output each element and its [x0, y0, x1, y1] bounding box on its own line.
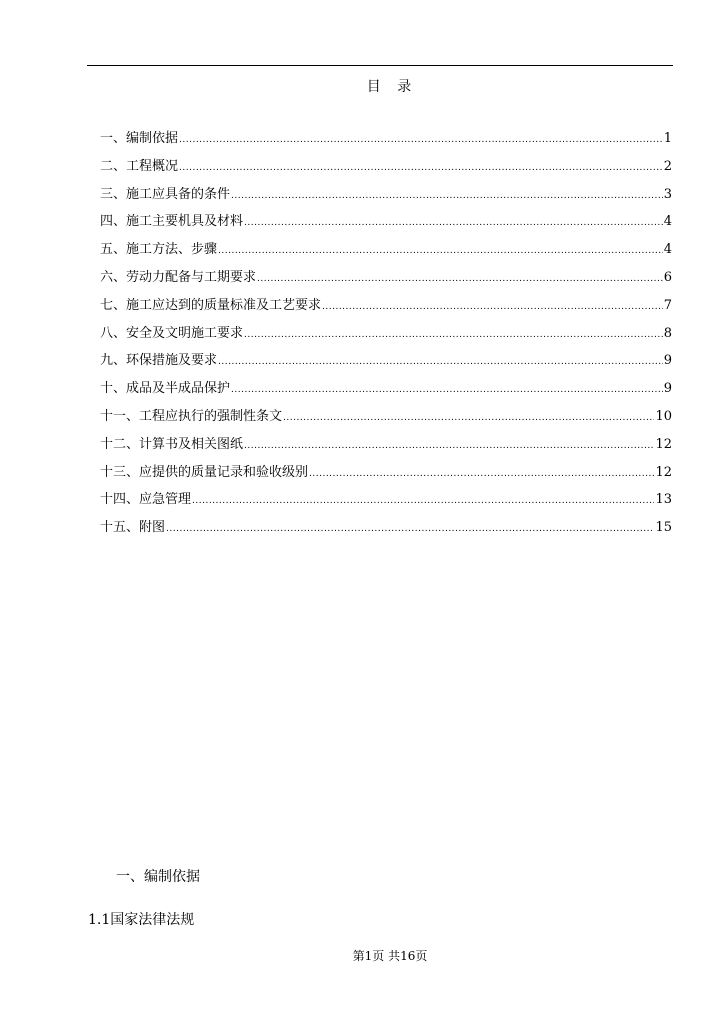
toc-entry-7[interactable]	[100, 296, 672, 324]
toc-leader-dots	[179, 158, 663, 178]
toc-title: 目 录	[366, 79, 418, 95]
toc-leader-dots	[231, 380, 663, 400]
toc-entry-page: 4	[663, 214, 672, 230]
toc-entry-label: 二、工程概况	[100, 158, 179, 174]
toc-leader-dots	[244, 213, 663, 233]
toc-entry-page: 9	[663, 353, 672, 369]
toc-entry-3[interactable]	[100, 185, 672, 213]
toc-entry-9[interactable]	[100, 351, 672, 379]
toc-entry-label: 六、劳动力配备与工期要求	[100, 269, 257, 285]
toc-entry-page: 4	[663, 242, 672, 258]
toc-entry-page: 1	[663, 131, 672, 146]
toc-entry-label: 一、编制依据	[100, 131, 179, 146]
toc-entry-page: 2	[663, 158, 672, 174]
page-footer: 第1页 共16页	[352, 949, 428, 963]
toc-entry-page: 9	[663, 381, 672, 397]
toc-leader-dots	[192, 491, 654, 511]
toc-entry-11[interactable]	[100, 407, 672, 435]
toc-entry-label: 十五、附图	[100, 520, 166, 536]
toc-entry-page: 13	[655, 492, 672, 508]
toc-entry-10[interactable]	[100, 379, 672, 407]
toc-entry-2[interactable]	[100, 157, 672, 185]
toc-entry-12[interactable]	[100, 435, 672, 463]
toc-leader-dots	[244, 325, 663, 345]
toc-entry-label: 五、施工方法、步骤	[100, 242, 218, 258]
subsection-heading: 1.1国家法律法规	[88, 912, 195, 928]
toc-entry-page: 12	[655, 436, 672, 452]
toc-leader-dots	[244, 436, 654, 456]
toc-entry-page: 6	[663, 269, 672, 285]
toc-entry-label: 十三、应提供的质量记录和验收级别	[100, 464, 309, 480]
toc-entry-label: 四、施工主要机具及材料	[100, 214, 244, 230]
toc-entry-8[interactable]	[100, 324, 672, 352]
toc-entry-page: 3	[663, 186, 672, 202]
toc-entry-13[interactable]	[100, 463, 672, 491]
toc-leader-dots	[231, 186, 663, 206]
toc-entry-page: 7	[663, 297, 672, 313]
toc-entry-4[interactable]	[100, 212, 672, 240]
toc-entry-14[interactable]	[100, 490, 672, 518]
toc-entry-label: 七、施工应达到的质量标准及工艺要求	[100, 297, 322, 313]
toc-entry-page: 15	[655, 520, 672, 536]
toc-leader-dots	[166, 519, 654, 539]
toc-entry-label: 十四、应急管理	[100, 492, 192, 508]
toc-leader-dots	[283, 408, 654, 428]
toc-entry-label: 三、施工应具备的条件	[100, 186, 231, 202]
toc-entry-page: 12	[655, 464, 672, 480]
toc-entry-label: 九、环保措施及要求	[100, 353, 218, 369]
section-heading: 一、编制依据	[116, 869, 200, 885]
toc-entry-label: 十二、计算书及相关图纸	[100, 436, 244, 452]
toc-leader-dots	[218, 241, 663, 261]
toc-entry-label: 十一、工程应执行的强制性条文	[100, 408, 283, 424]
header-rule	[87, 65, 673, 66]
toc-entry-label: 八、安全及文明施工要求	[100, 325, 244, 341]
toc-entry-page: 8	[663, 325, 672, 341]
toc-leader-dots	[218, 352, 663, 372]
toc-leader-dots	[257, 269, 663, 289]
toc-leader-dots	[309, 464, 654, 484]
table-of-contents	[100, 129, 672, 546]
toc-leader-dots	[322, 297, 663, 317]
toc-entry-1[interactable]	[100, 129, 672, 157]
toc-entry-5[interactable]	[100, 240, 672, 268]
toc-entry-label: 十、成品及半成品保护	[100, 381, 231, 397]
toc-leader-dots	[179, 130, 663, 150]
toc-entry-15[interactable]	[100, 518, 672, 546]
toc-entry-page: 10	[655, 408, 672, 424]
toc-entry-6[interactable]	[100, 268, 672, 296]
